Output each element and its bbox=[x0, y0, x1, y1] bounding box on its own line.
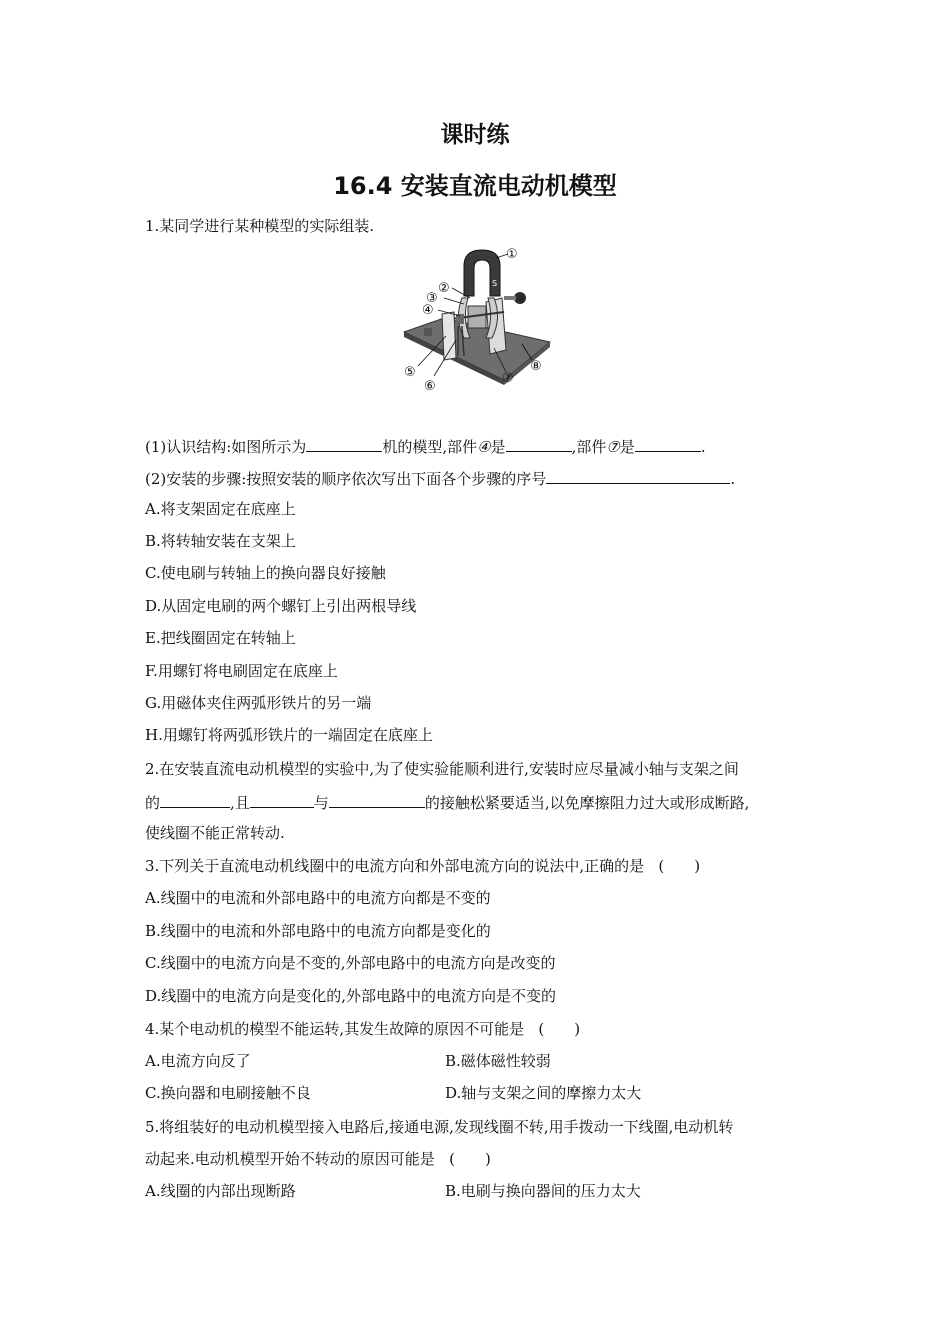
q4-options-row1 bbox=[145, 1051, 551, 1071]
q5-option-a: A.线圈的内部出现断路 bbox=[145, 1182, 296, 1200]
blank-q2-3[interactable] bbox=[329, 791, 425, 808]
q3-option-c: C.线圈中的电流方向是不变的,外部电路中的电流方向是改变的 bbox=[145, 954, 556, 972]
horseshoe-magnet bbox=[464, 250, 500, 296]
callout-6: ⑥ bbox=[424, 379, 436, 394]
q4-option-c: C.换向器和电刷接触不良 bbox=[145, 1084, 311, 1102]
callout-8: ⑧ bbox=[530, 359, 542, 374]
step-e: E.把线圈固定在转轴上 bbox=[145, 629, 296, 647]
q1-part1: (1)认识结构:如图所示为 机的模型,部件④是 ,部件⑦是 . bbox=[145, 435, 706, 457]
q3-option-d: D.线圈中的电流方向是变化的,外部电路中的电流方向是不变的 bbox=[145, 987, 557, 1005]
q4-option-d: D.轴与支架之间的摩擦力太大 bbox=[445, 1084, 642, 1102]
q2-line1: 2.在安装直流电动机模型的实验中,为了使实验能顺利进行,安装时应尽量减小轴与支架之间 bbox=[145, 760, 739, 778]
q5-option-b: B.电刷与换向器间的压力太大 bbox=[445, 1182, 641, 1200]
callout-5: ⑤ bbox=[404, 365, 416, 380]
q5-line2: 动起来.电动机模型开始不转动的原因可能是 ( ) bbox=[145, 1150, 491, 1168]
answer-paren[interactable]: ( ) bbox=[449, 1150, 491, 1168]
step-d: D.从固定电刷的两个螺钉上引出两根导线 bbox=[145, 597, 417, 615]
q4-option-a: A.电流方向反了 bbox=[145, 1052, 251, 1070]
step-g: G.用磁体夹住两弧形铁片的另一端 bbox=[145, 694, 372, 712]
screw bbox=[424, 328, 432, 336]
q4-options-row2 bbox=[145, 1083, 642, 1103]
callout-2: ② bbox=[438, 281, 450, 296]
blank-part-b[interactable] bbox=[635, 435, 701, 452]
blank-q2-1[interactable] bbox=[160, 791, 230, 808]
q5-line1: 5.将组装好的电动机模型接入电路后,接通电源,发现线圈不转,用手拨动一下线圈,电动机转 bbox=[145, 1118, 734, 1136]
step-a: A.将支架固定在底座上 bbox=[145, 500, 296, 518]
motor-model-figure bbox=[398, 240, 558, 400]
blank-step-order[interactable] bbox=[546, 467, 730, 484]
callout-1: ① bbox=[506, 247, 518, 262]
magnet-pole-label: S bbox=[492, 279, 498, 288]
left-support bbox=[442, 312, 456, 360]
q2-line3: 使线圈不能正常转动. bbox=[145, 824, 285, 842]
step-h: H.用螺钉将两弧形铁片的一端固定在底座上 bbox=[145, 726, 433, 744]
lesson-title: 16.4 安装直流电动机模型 bbox=[333, 172, 617, 200]
q2-line2: 的 ,且 与 的接触松紧要适当,以免摩擦阻力过大或形成断路, bbox=[145, 791, 749, 813]
step-f: F.用螺钉将电刷固定在底座上 bbox=[145, 662, 338, 680]
q1-part2: (2)安装的步骤:按照安装的顺序依次写出下面各个步骤的序号 . bbox=[145, 467, 735, 489]
page-title: 课时练 bbox=[440, 122, 510, 148]
callout-3: ③ bbox=[426, 291, 438, 306]
answer-paren[interactable]: ( ) bbox=[538, 1020, 581, 1038]
blank-part-a[interactable] bbox=[506, 435, 572, 452]
q3-stem: 3.下列关于直流电动机线圈中的电流方向和外部电流方向的说法中,正确的是 ( ) bbox=[145, 857, 701, 875]
answer-paren[interactable]: ( ) bbox=[658, 857, 701, 875]
q4-stem: 4.某个电动机的模型不能运转,其发生故障的原因不可能是 ( ) bbox=[145, 1020, 581, 1038]
q1-stem: 1.某同学进行某种模型的实际组装. bbox=[145, 217, 375, 235]
q5-options-row1 bbox=[145, 1181, 641, 1201]
q3-option-a: A.线圈中的电流和外部电路中的电流方向都是不变的 bbox=[145, 889, 491, 907]
axle-end bbox=[504, 296, 516, 300]
q3-option-b: B.线圈中的电流和外部电路中的电流方向都是变化的 bbox=[145, 922, 491, 940]
blank-q2-2[interactable] bbox=[250, 791, 314, 808]
step-c: C.使电刷与转轴上的换向器良好接触 bbox=[145, 564, 386, 582]
q4-option-b: B.磁体磁性较弱 bbox=[445, 1052, 551, 1070]
step-b: B.将转轴安装在支架上 bbox=[145, 532, 296, 550]
callout-4: ④ bbox=[422, 303, 434, 318]
callout-7: ⑦ bbox=[502, 371, 514, 386]
blank-model-type[interactable] bbox=[306, 435, 382, 452]
